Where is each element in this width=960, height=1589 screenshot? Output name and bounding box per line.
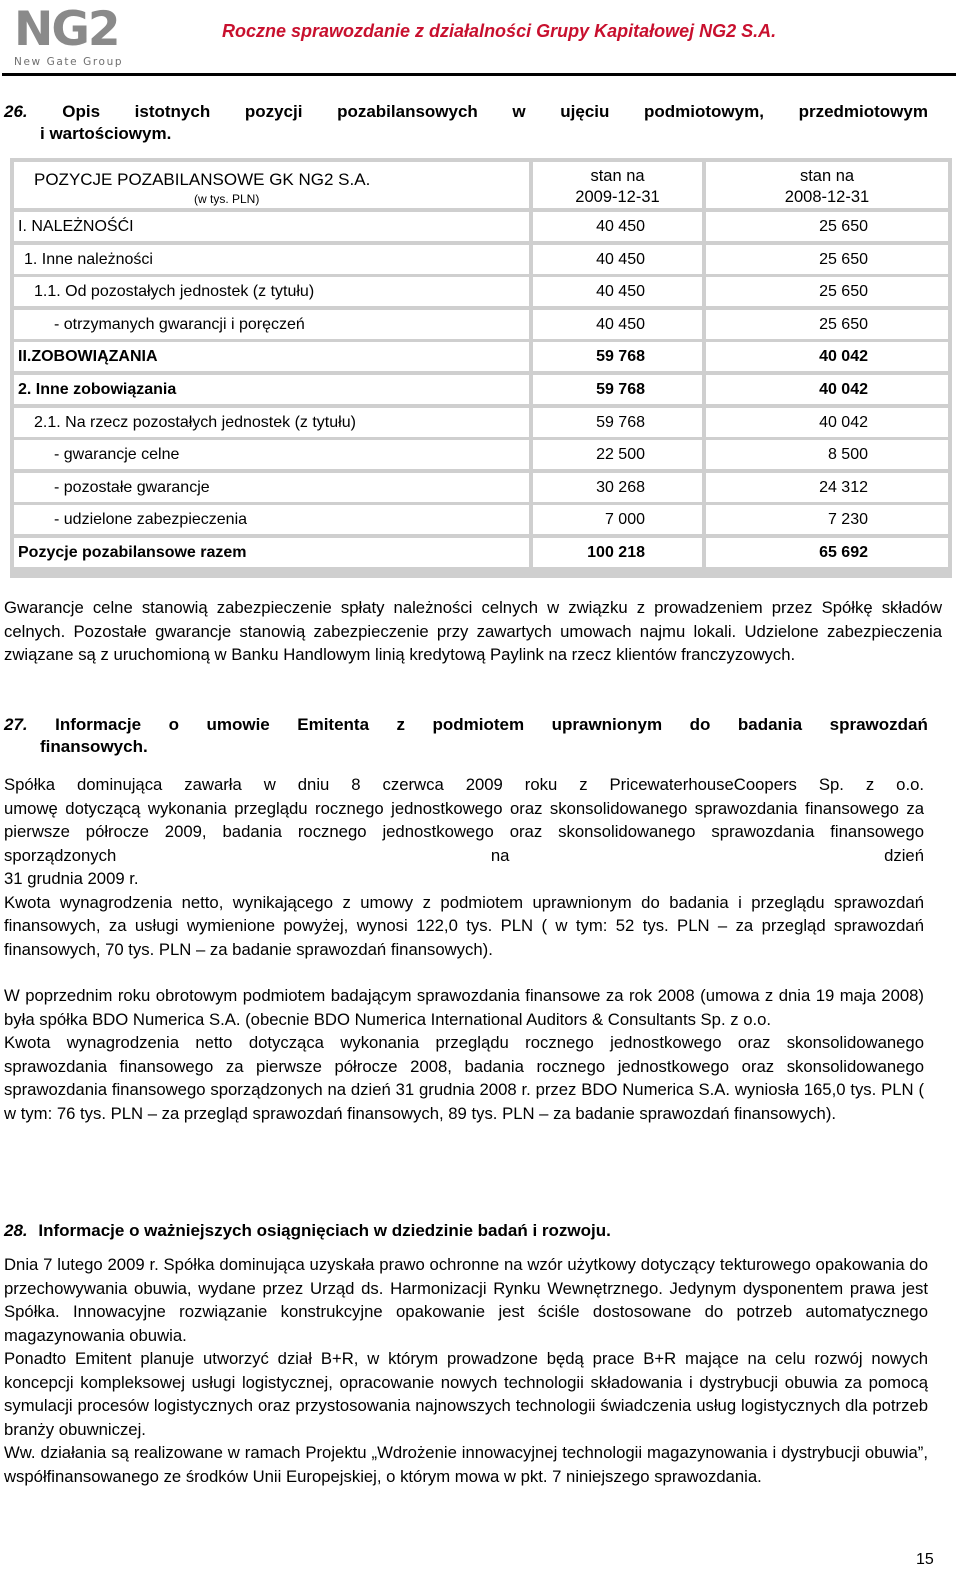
column-header-2008-line1: stan na: [799, 167, 855, 185]
heading-word: przedmiotowym: [798, 102, 928, 121]
table-cell-2009: [533, 538, 702, 567]
table-cell-2009: [533, 245, 702, 274]
table-cell-2008-text: 40 042: [819, 381, 868, 398]
table-cell-2008-text: 65 692: [819, 544, 868, 561]
company-logo: [14, 2, 134, 70]
logo-text: NG2: [14, 2, 119, 57]
section-28-title: Informacje o ważniejszych osiągnięciach w dziedzinie badań i rozwoju.: [38, 1221, 611, 1240]
table-cell-2009: [533, 342, 702, 371]
section-26-heading: [4, 101, 928, 145]
column-header-2009: [533, 162, 702, 208]
column-header-2009-line1: stan na: [590, 167, 645, 185]
table-cell-2008: [706, 277, 948, 306]
table-row-label: [14, 310, 529, 339]
table-cell-2008-text: 40 042: [819, 348, 868, 366]
table-cell-2009-text: 40 450: [596, 250, 645, 268]
table-cell-2008-text: 8 500: [827, 446, 868, 464]
table-row-label-text: 1. Inne należności: [24, 250, 153, 268]
heading-word: istotnych: [134, 102, 211, 121]
heading-word: uprawnionym: [551, 715, 663, 734]
table-cell-2008: [706, 310, 948, 339]
column-header-2009-line2: 2009-12-31: [575, 188, 660, 206]
table-row-label: [14, 473, 529, 502]
section-27-p1-body: umowę dotyczącą wykonania przeglądu rocznego jednostkowego oraz skonsolidowanego sprawozdania finansowego za pierwsze półrocze 2009, badania rocznego jednostkowego oraz skonsolidowanego sprawozdania finansowego sporządzonych na dzień: [4, 798, 924, 865]
table-cell-2009-text: 40 450: [596, 315, 645, 333]
table-row-label: [14, 277, 529, 306]
section-27-p1-line1: Spółka dominująca zawarła w dniu 8 czerwca 2009 roku z PricewaterhouseCoopers Sp. z o.o.: [4, 775, 924, 794]
section-27-title-line2: finansowych.: [40, 737, 148, 756]
table-cell-2009: [533, 277, 702, 306]
page-number: 15: [916, 1551, 934, 1568]
table-cell-2008: [706, 212, 948, 241]
section-26-title-line2: i wartościowym.: [40, 124, 172, 143]
table-cell-2009-text: 40 450: [596, 283, 645, 301]
table-row-label-text: 2.1. Na rzecz pozostałych jednostek (z tytułu): [34, 413, 356, 431]
table-row-label: [14, 505, 529, 534]
section-27-title-line1: [4, 714, 928, 736]
heading-word: w: [512, 102, 526, 121]
off-balance-table: [10, 158, 952, 578]
table-cell-2009-text: 59 768: [596, 348, 645, 366]
table-cell-2009: [533, 375, 702, 404]
table-cell-2009: [533, 440, 702, 469]
table-cell-2008: [706, 375, 948, 404]
column-header-2008-line2: 2008-12-31: [784, 188, 870, 206]
heading-word: sprawozdań: [829, 715, 928, 734]
table-cell-2008: [706, 473, 948, 502]
heading-word: pozycji: [244, 102, 303, 121]
table-cell-2009-text: 100 218: [587, 544, 645, 561]
heading-word: podmiotowym,: [644, 102, 764, 121]
section-27-p1-end: 31 grudnia 2009 r.: [4, 869, 139, 888]
table-row-label-text: II.ZOBOWIĄZANIA: [18, 348, 158, 366]
section-28-p1: Dnia 7 lutego 2009 r. Spółka dominująca uzyskała prawo ochronne na wzór użytkowy dotyczący tekturowego opakowania do przechowywania obuwia, wydane przez Urząd ds. Harmonizacji Rynku Wewnętrznego. Jedynym dysponentem prawa jest Spółka. Innowacyjne rozwiązanie konstrukcyjne opakowanie jest ściśle dostosowane do potrzeb automatycznego magazynowania obuwia.: [4, 1255, 928, 1345]
section-28-heading: [4, 1220, 611, 1242]
table-row-label: [14, 408, 529, 437]
table-cell-2008: [706, 538, 948, 567]
table-cell-2009: [533, 408, 702, 437]
section-28-p3: Ww. działania są realizowane w ramach Projektu „Wdrożenie innowacyjnej technologii magazynowania i dystrybucji obuwia”, współfinansowanego ze środków Unii Europejskiej, o którym mowa w pkt. 7 niniejszego sprawozdania.: [4, 1443, 928, 1486]
heading-word: Opis: [62, 102, 101, 121]
section-number: 27.: [4, 715, 28, 734]
table-row-label: [14, 212, 529, 241]
heading-word: podmiotem: [432, 715, 525, 734]
table-cell-2008: [706, 505, 948, 534]
table-cell-2009: [533, 212, 702, 241]
table-title-cell: [14, 162, 529, 208]
heading-word: umowie: [206, 715, 270, 734]
guarantees-paragraph: Gwarancje celne stanowią zabezpieczenie spłaty należności celnych w związku z prowadzeniem przez Spółkę składów celnych. Pozostałe gwarancje stanowią zabezpieczenie przy zawartych umowach najmu lokali. Udzielone zabezpieczenia związane są z uruchomioną w Banku Handlowym linią kredytową Paylink na rzecz klientów franczyzowych.: [4, 598, 942, 664]
header-divider: [2, 73, 956, 76]
table-row-label: [14, 342, 529, 371]
section-27-body: [4, 773, 924, 1125]
table-row-label: [14, 375, 529, 404]
table-cell-2008-text: 40 042: [819, 413, 868, 431]
table-cell-2009-text: 7 000: [604, 511, 645, 529]
table-row-label-text: I. NALEŻNOŚĆI: [18, 218, 134, 235]
logo-tagline: New Gate Group: [14, 56, 124, 68]
table-row-label-text: Pozycje pozabilansowe razem: [18, 544, 247, 561]
table-cell-2009: [533, 505, 702, 534]
table-cell-2009: [533, 310, 702, 339]
heading-word: Informacje: [55, 715, 142, 734]
section-27-p3: W poprzednim roku obrotowym podmiotem badającym sprawozdania finansowe za rok 2008 (umowa z dnia 19 maja 2008) była spółka BDO Numerica S.A. (obecnie BDO Numerica International Auditors & Consultants Sp. z o.o.: [4, 986, 924, 1029]
table-cell-2009-text: 22 500: [596, 446, 645, 464]
heading-word: ujęciu: [560, 102, 610, 121]
table-cell-2008-text: 25 650: [819, 315, 868, 333]
section-27-p2: Kwota wynagrodzenia netto, wynikającego z umowy z podmiotem uprawnionym do badania i przeglądu sprawozdań finansowych, za usługi wymienione powyżej, wynosi 122,0 tys. PLN ( w tym: 52 tys. PLN – za przegląd sprawozdań finansowych, 70 tys. PLN – za badanie sprawozdań finansowych).: [4, 892, 924, 959]
column-header-2008: [706, 162, 948, 208]
table-cell-2009-text: 40 450: [596, 218, 645, 235]
table-row-label-text: - pozostałe gwarancje: [54, 478, 210, 496]
table-cell-2008-text: 25 650: [819, 250, 868, 268]
table-row-label-text: - udzielone zabezpieczenia: [54, 511, 248, 529]
table-row-label-text: - otrzymanych gwarancji i poręczeń: [54, 315, 305, 333]
section-27-p4: Kwota wynagrodzenia netto dotycząca wykonania przeglądu rocznego jednostkowego oraz skonsolidowanego sprawozdania finansowego za pierwsze półrocze 2008, badania rocznego jednostkowego oraz skonsolidowanego sprawozdania finansowego sporządzonych na dzień 31 grudnia 2008 r. przez BDO Numerica S.A. wyniosła 165,0 tys. PLN ( w tym: 76 tys. PLN – za przegląd sprawozdań finansowych, 89 tys. PLN – za badanie sprawozdań finansowych).: [4, 1033, 924, 1123]
heading-word: Emitenta: [297, 715, 370, 734]
table-cell-2008: [706, 440, 948, 469]
heading-word: badania: [737, 715, 803, 734]
table-cell-2009: [533, 473, 702, 502]
page-header: [0, 0, 960, 78]
table-cell-2009-text: 30 268: [596, 478, 645, 496]
heading-word: z: [396, 715, 406, 734]
heading-word: o: [168, 715, 179, 734]
table-cell-2009-text: 59 768: [596, 381, 645, 398]
heading-word: pozabilansowych: [337, 102, 478, 121]
table-cell-2008: [706, 342, 948, 371]
section-26-title-line1: [4, 101, 928, 123]
report-title: Roczne sprawozdanie z działalności Grupy Kapitałowej NG2 S.A.: [222, 21, 777, 41]
table-unit: (w tys. PLN): [194, 192, 260, 206]
section-28-p2: Ponadto Emitent planuje utworzyć dział B+R, w którym prowadzone będą prace B+R mające na celu rozwój nowych koncepcji kompleksowej usługi logistycznej, opracowanie nowych technologii składowania i dystrybucji obuwia za pomocą symulacji procesów logistycznych oraz przystosowania najnowszych technologii świadczenia usług logistycznych dla potrzeb branży obuwniczej.: [4, 1349, 928, 1439]
table-cell-2008-text: 25 650: [819, 283, 868, 301]
table-row-label: [14, 245, 529, 274]
table-row-label-text: - gwarancje celne: [54, 446, 180, 464]
table-cell-2008-text: 25 650: [819, 218, 868, 235]
section-28-number: 28.: [4, 1221, 28, 1240]
table-cell-2008: [706, 408, 948, 437]
section-number: 26.: [4, 102, 28, 121]
table-cell-2008-text: 7 230: [827, 511, 868, 529]
section-27-heading: [4, 714, 928, 758]
heading-word: do: [689, 715, 711, 734]
table-row-label-text: 2. Inne zobowiązania: [18, 381, 177, 398]
section-28-body: [4, 1253, 928, 1488]
table-cell-2008-text: 24 312: [819, 478, 868, 496]
table-cell-2008: [706, 245, 948, 274]
table-row-label-text: 1.1. Od pozostałych jednostek (z tytułu): [34, 283, 315, 301]
table-row-label: [14, 538, 529, 567]
table-cell-2009-text: 59 768: [596, 413, 645, 431]
table-title: POZYCJE POZABILANSOWE GK NG2 S.A.: [34, 170, 371, 189]
table-row-label: [14, 440, 529, 469]
